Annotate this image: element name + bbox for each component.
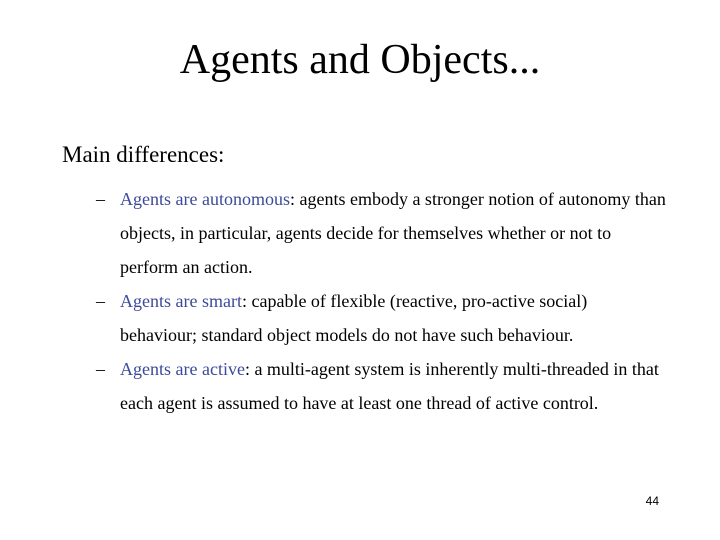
bullet-dash: – bbox=[96, 359, 105, 379]
bullet-item-active bbox=[96, 352, 666, 420]
bullet-text: : a multi-agent system is inherently multi-threaded in that each agent is assumed to have at least one thread of active control. bbox=[120, 359, 659, 413]
bullet-item-autonomous bbox=[96, 182, 666, 284]
bullet-highlight: Agents are smart bbox=[120, 291, 242, 311]
bullet-dash: – bbox=[96, 189, 105, 209]
bullet-dash: – bbox=[96, 291, 105, 311]
bullet-text: : agents embody a stronger notion of autonomy than objects, in particular, agents decide for themselves whether or not to perform an action. bbox=[120, 189, 666, 277]
bullet-list bbox=[96, 182, 666, 420]
bullet-highlight: Agents are active bbox=[120, 359, 245, 379]
slide-title: Agents and Objects... bbox=[179, 37, 541, 83]
bullet-item-smart bbox=[96, 284, 666, 352]
intro-text: Main differences: bbox=[62, 142, 225, 167]
bullet-highlight: Agents are autonomous bbox=[120, 189, 290, 209]
page-number: 44 bbox=[645, 494, 659, 508]
bullet-text: : capable of flexible (reactive, pro-active social) behaviour; standard object models do not have such behaviour. bbox=[120, 291, 588, 345]
